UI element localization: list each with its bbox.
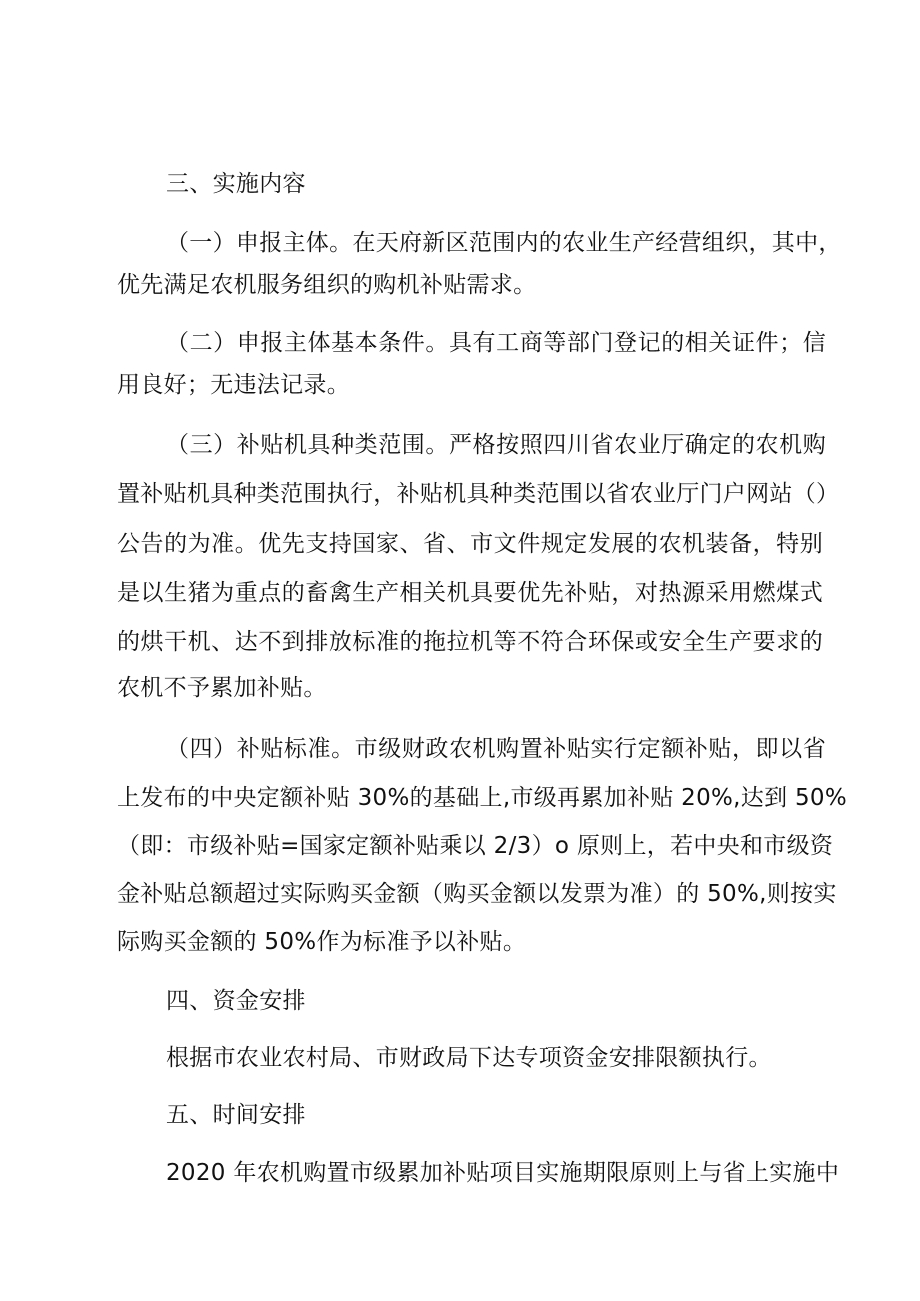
paragraph-4-line-3: （即：市级补贴=国家定额补贴乘以 2/3）o 原则上，若中央和市级资 bbox=[117, 833, 834, 859]
paragraph-schedule-line-1: 2020 年农机购置市级累加补贴项目实施期限原则上与省上实施中 bbox=[166, 1160, 840, 1186]
paragraph-3-line-3: 公告的为准。优先支持国家、省、市文件规定发展的农机装备，特别 bbox=[117, 531, 823, 557]
section-heading-implementation: 三、实施内容 bbox=[166, 171, 306, 197]
paragraph-funding: 根据市农业农村局、市财政局下达专项资金安排限额执行。 bbox=[166, 1045, 772, 1071]
paragraph-4-line-1: （四）补贴标准。市级财政农机购置补贴实行定额补贴，即以省 bbox=[166, 736, 826, 762]
paragraph-2-line-2: 用良好；无违法记录。 bbox=[117, 372, 350, 398]
paragraph-4-line-5: 际购买金额的 50%作为标准予以补贴。 bbox=[117, 929, 527, 955]
paragraph-3-line-1: （三）补贴机具种类范围。严格按照四川省农业厅确定的农机购 bbox=[166, 432, 826, 458]
paragraph-1-line-2: 优先满足农机服务组织的购机补贴需求。 bbox=[117, 272, 537, 298]
paragraph-3-line-2: 置补贴机具种类范围执行，补贴机具种类范围以省农业厅门户网站（） bbox=[117, 481, 840, 507]
section-heading-schedule: 五、时间安排 bbox=[166, 1102, 306, 1128]
paragraph-4-line-2: 上发布的中央定额补贴 30%的基础上,市级再累加补贴 20%,达到 50% bbox=[117, 785, 848, 811]
paragraph-1-line-1: （一）申报主体。在天府新区范围内的农业生产经营组织，其中， bbox=[166, 230, 842, 256]
paragraph-3-line-5: 的烘干机、达不到排放标准的拖拉机等不符合环保或安全生产要求的 bbox=[117, 629, 823, 655]
paragraph-3-line-6: 农机不予累加补贴。 bbox=[117, 675, 327, 701]
paragraph-3-line-4: 是以生猪为重点的畜禽生产相关机具要优先补贴，对热源采用燃煤式 bbox=[117, 580, 823, 606]
paragraph-4-line-4: 金补贴总额超过实际购买金额（购买金额以发票为准）的 50%,则按实 bbox=[117, 881, 837, 907]
paragraph-2-line-1: （二）申报主体基本条件。具有工商等部门登记的相关证件；信 bbox=[166, 330, 826, 356]
section-heading-funding: 四、资金安排 bbox=[166, 988, 306, 1014]
